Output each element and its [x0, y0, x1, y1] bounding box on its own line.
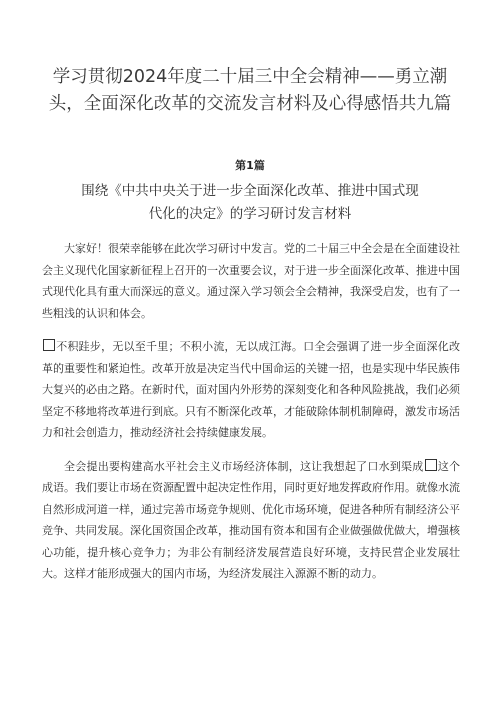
- missing-glyph-box: [425, 459, 437, 471]
- paragraph-3-text-a: 全会提出要构建高水平社会主义市场经济体制，这让我想起了口水到渠成: [64, 459, 424, 473]
- missing-glyph-box: [43, 339, 55, 351]
- section-label: 第1篇: [235, 159, 265, 172]
- paragraph-3-text-b: 这个成语。我们要让市场在资源配置中起决定性作用，同时更好地发挥政府作用。就像水流自然形成河道一样，通过完善市场竞争规则、优化市场环境，促进各种所有制经济公平竞争、共同发展。深化国资国企改革，推动国有资本和国有企业做强做优做大，增强核心功能，提升核心竞争力；为非公有制经济发展营造良好环境，支持民营企业发展壮大。这样才能形成强大的国内市场，为经济发展注入源源不断的动力。: [42, 459, 461, 580]
- article-body: [42, 238, 460, 597]
- document-title: 学习贯彻2024年度二十届三中全会精神——勇立潮头，全面深化改革的交流发言材料及心得感悟共九篇: [48, 67, 452, 114]
- paragraph-1: 大家好！很荣幸能够在此次学习研讨中发言。党的二十届三中全会是在全面建设社会主义现代化国家新征程上召开的一次重要会议，对于进一步全面深化改革、推进中国式现代化具有重大而深远的意义。通过深入学习领会全会精神，我深受启发，也有了一些粗浅的认识和体会。: [42, 242, 460, 320]
- article-subtitle: 围绕《中共中央关于进一步全面深化改革、推进中国式现代化的决定》的学习研讨发言材料: [81, 183, 419, 222]
- paragraph-2-text: 不积跬步，无以至千里；不积小流，无以成江海。口全会强调了进一步全面深化改革的重要性和紧迫性。改革开放是决定当代中国命运的关键一招，也是实现中华民族伟大复兴的必由之路。在新时代，面对国内外形势的深刻变化和各种风险挑战，我们必须坚定不移地将改革进行到底。只有不断深化改革，才能破除体制机制障碍，激发市场活力和社会创造力，推动经济社会持续健康发展。: [42, 340, 460, 439]
- paragraph-2: [42, 336, 460, 444]
- paragraph-3: [42, 456, 460, 585]
